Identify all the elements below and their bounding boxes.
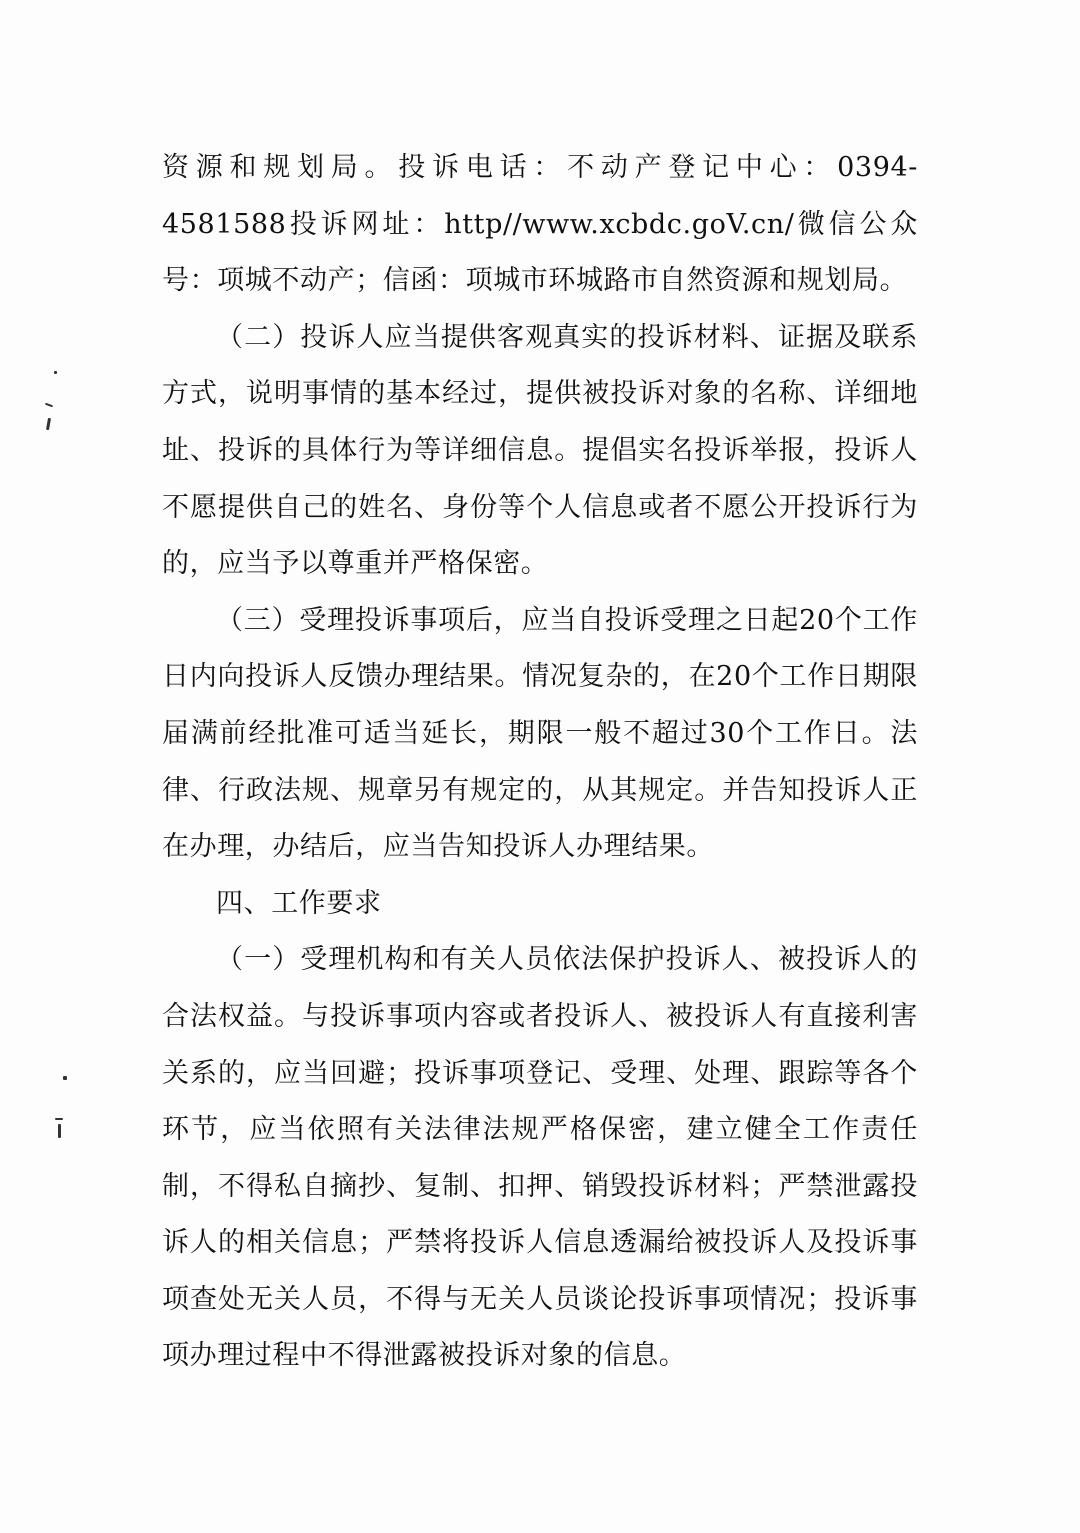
paragraph-processing-deadline: （三）受理投诉事项后，应当自投诉受理之日起20个工作日内向投诉人反馈办理结果。情况复杂的，在20个工作日期限届满前经批准可适当延长，期限一般不超过30个工作日。法律、行政法规、规章另有规定的，从其规定。并告知投诉人正在办理，办结后，应当告知投诉人办理结果。 (162, 604, 918, 863)
scan-speck (55, 1118, 63, 1120)
paragraph-contact-info: 资源和规划局。投诉电话：不动产登记中心：0394-4581588投诉网址：http//www.xcbdc.goV.cn/微信公众号：项城不动产；信函：项城市环城路市自然资源和规划局。 (162, 152, 918, 297)
scan-speck (46, 418, 51, 430)
scan-speck (45, 403, 53, 408)
scan-speck (63, 1076, 67, 1080)
scan-speck (54, 371, 57, 374)
section-heading-work-requirements: 四、工作要求 (216, 887, 382, 919)
scan-speck (58, 1124, 61, 1138)
paragraph-complaint-materials: （二）投诉人应当提供客观真实的投诉材料、证据及联系方式，说明事情的基本经过，提供被投诉对象的名称、详细地址、投诉的具体行为等详细信息。提倡实名投诉举报，投诉人不愿提供自己的姓名、身份等个人信息或者不愿公开投诉行为的，应当予以尊重并严格保密。 (162, 321, 918, 580)
document-body (162, 140, 918, 1385)
paragraph-confidentiality: （一）受理机构和有关人员依法保护投诉人、被投诉人的合法权益。与投诉事项内容或者投诉人、被投诉人有直接利害关系的，应当回避；投诉事项登记、受理、处理、跟踪等各个环节，应当依照有关法律法规严格保密，建立健全工作责任制，不得私自摘抄、复制、扣押、销毁投诉材料；严禁泄露投诉人的相关信息；严禁将投诉人信息透漏给被投诉人及投诉事项查处无关人员，不得与无关人员谈论投诉事项情况；投诉事项办理过程中不得泄露被投诉对象的信息。 (162, 944, 918, 1372)
